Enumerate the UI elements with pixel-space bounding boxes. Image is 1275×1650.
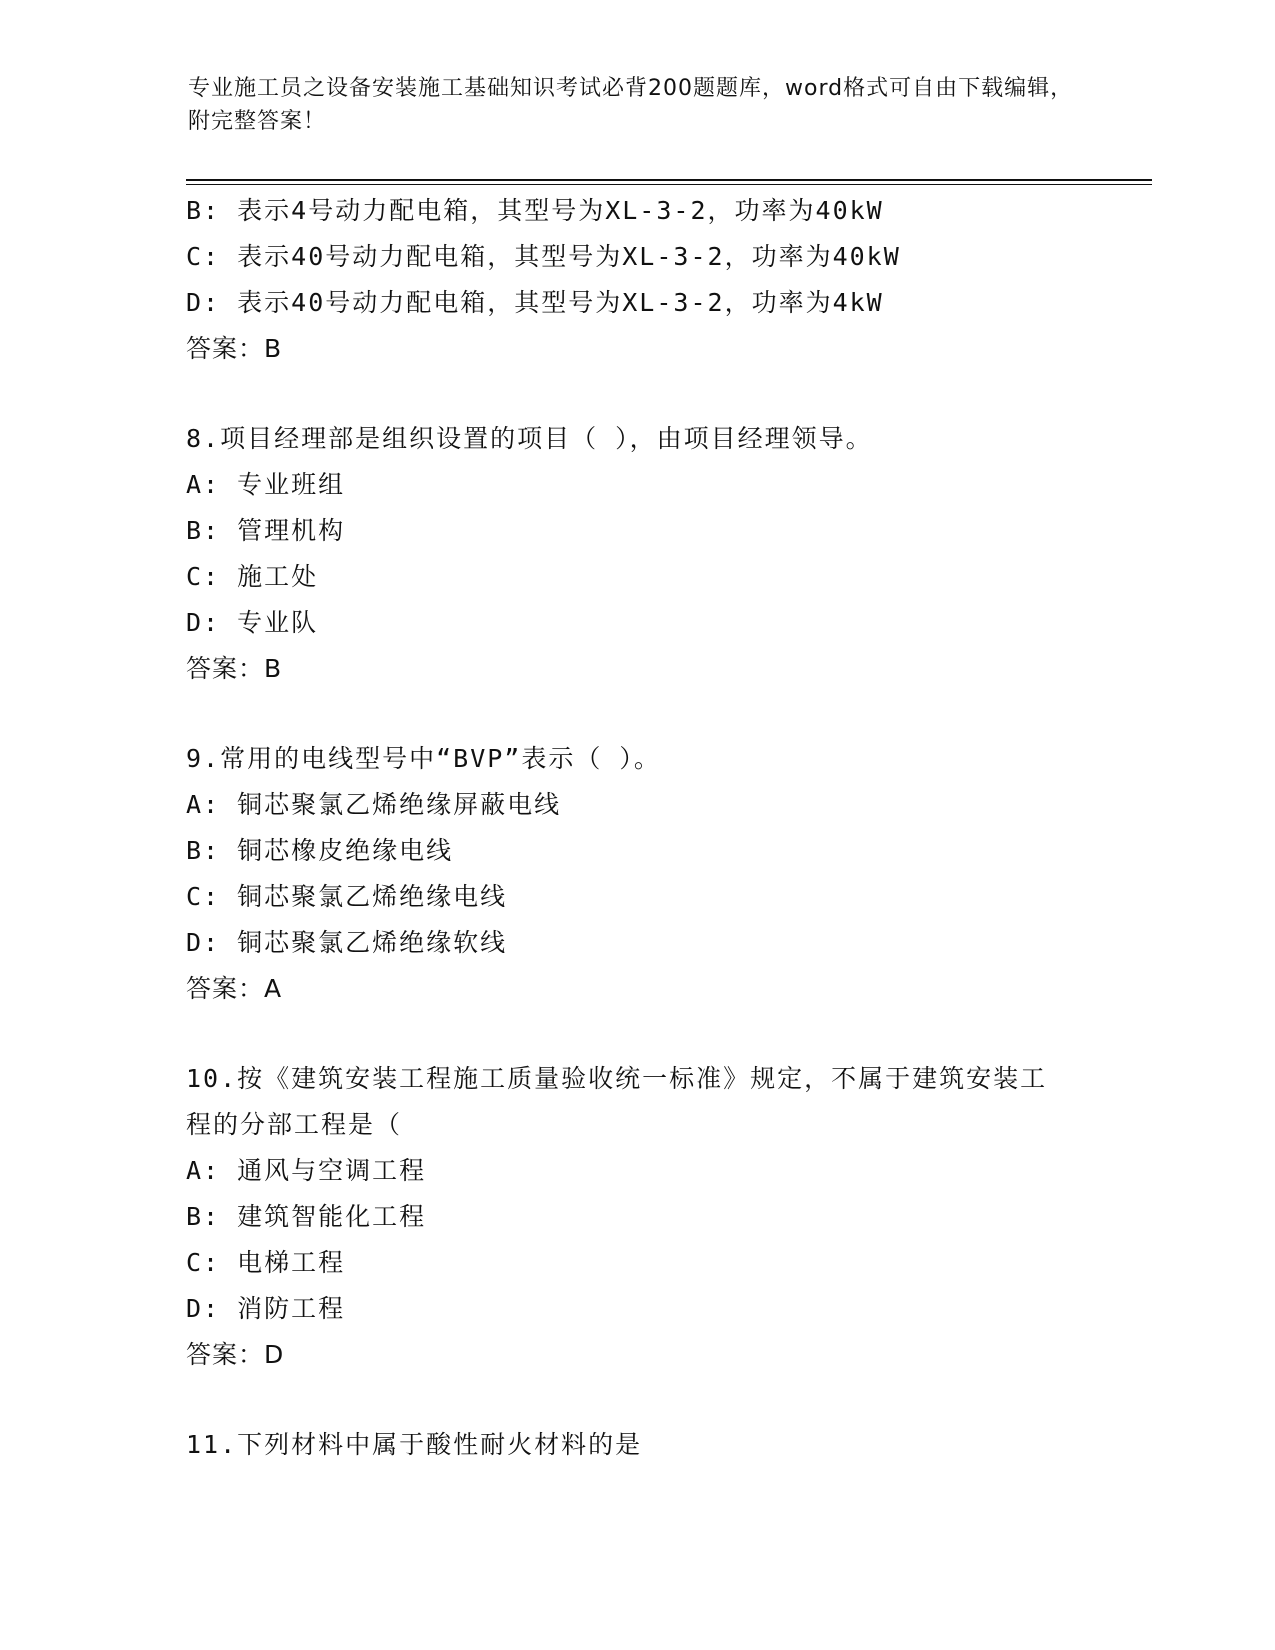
question-9: [186, 736, 1116, 1012]
question-content: [186, 188, 1116, 1468]
header-rule-thick: [186, 179, 1152, 181]
question-8: [186, 416, 1116, 692]
question-7-partial: [186, 188, 1116, 372]
document-header: 专业施工员之设备安装施工基础知识考试必背200题题库，word格式可自由下载编辑，附完整答案！: [188, 76, 1074, 134]
option-c: C: 表示40号动力配电箱，其型号为XL-3-2，功率为40kW: [186, 242, 901, 271]
option-a: A: 通风与空调工程: [186, 1156, 427, 1185]
question-11: [186, 1422, 1116, 1468]
option-a: A: 铜芯聚氯乙烯绝缘屏蔽电线: [186, 790, 562, 819]
question-stem: 8.项目经理部是组织设置的项目（ ），由项目经理领导。: [186, 424, 873, 453]
option-c: C: 电梯工程: [186, 1248, 346, 1277]
option-d: D: 铜芯聚氯乙烯绝缘软线: [186, 928, 508, 957]
option-d: D: 表示40号动力配电箱，其型号为XL-3-2，功率为4kW: [186, 288, 884, 317]
header-rule-thin: [186, 184, 1152, 185]
option-d: D: 消防工程: [186, 1294, 346, 1323]
option-c: C: 铜芯聚氯乙烯绝缘电线: [186, 882, 508, 911]
question-stem: 9.常用的电线型号中“BVP”表示（ ）。: [186, 744, 661, 773]
option-d: D: 专业队: [186, 608, 319, 637]
option-b: B: 铜芯橡皮绝缘电线: [186, 836, 454, 865]
question-10: [186, 1056, 1116, 1378]
question-stem: 11.下列材料中属于酸性耐火材料的是: [186, 1430, 643, 1459]
answer: 答案：D: [186, 1340, 285, 1369]
question-stem: 10.按《建筑安装工程施工质量验收统一标准》规定，不属于建筑安装工程的分部工程是（: [186, 1064, 1048, 1139]
option-b: B: 建筑智能化工程: [186, 1202, 427, 1231]
option-b: B: 管理机构: [186, 516, 346, 545]
option-a: A: 专业班组: [186, 470, 346, 499]
option-c: C: 施工处: [186, 562, 319, 591]
answer: 答案：B: [186, 334, 283, 363]
option-b: B: 表示4号动力配电箱，其型号为XL-3-2，功率为40kW: [186, 196, 884, 225]
answer: 答案：A: [186, 974, 283, 1003]
answer: 答案：B: [186, 654, 283, 683]
